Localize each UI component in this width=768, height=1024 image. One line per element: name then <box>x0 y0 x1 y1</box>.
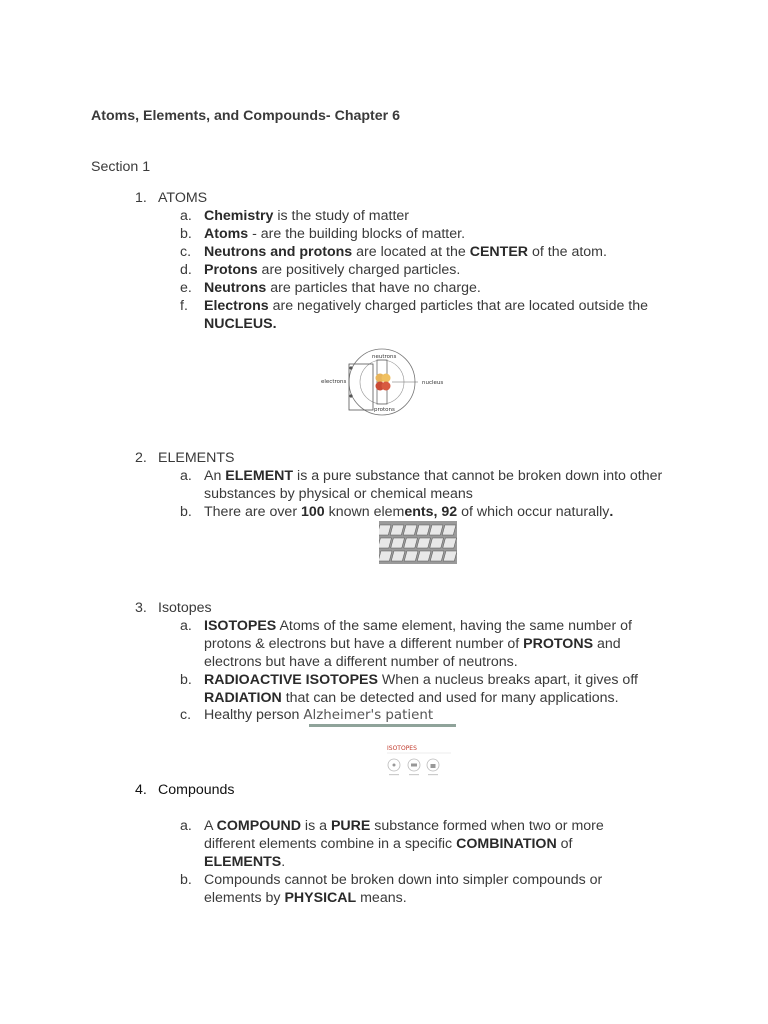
thumbnail-title: ISOTOPES <box>387 745 417 752</box>
list-letter: b. <box>180 672 192 688</box>
list-number: 1. <box>135 190 147 206</box>
item-text: There are over <box>204 504 301 520</box>
heading-atoms <box>135 190 207 206</box>
list-letter: e. <box>180 280 192 296</box>
bold-term: COMBINATION <box>456 835 557 852</box>
bold-term: COMPOUND <box>216 818 301 834</box>
heading-compounds <box>135 782 235 798</box>
heading-isotopes <box>135 600 212 616</box>
item-text: are negatively charged particles that are located outside the <box>268 298 649 314</box>
list-letter: b. <box>180 504 192 520</box>
item-text: Healthy person <box>204 707 304 723</box>
item-text: are located at the <box>352 244 470 260</box>
bold-term: RADIATION <box>204 689 282 706</box>
bold-term: RADIOACTIVE ISOTOPES <box>204 672 378 688</box>
protons-label: protons <box>374 407 395 413</box>
atom-diagram <box>318 346 448 418</box>
heading-text: Isotopes <box>158 600 212 616</box>
item-text: . <box>281 853 286 870</box>
periodic-table-photo <box>379 521 457 564</box>
list-letter: b. <box>180 872 192 888</box>
electrons-label: electrons <box>321 379 347 385</box>
bold-term: Neutrons <box>204 280 267 296</box>
item-text: are particles that have no charge. <box>266 280 481 296</box>
bold-term: Protons <box>204 262 258 278</box>
bold-term: ELEMENTS <box>204 853 282 870</box>
item-text: Atoms of the same element, having the same number of protons & electrons but have a different number of <box>204 618 632 652</box>
heading-text: Compounds <box>158 782 235 798</box>
list-number: 2. <box>135 450 147 466</box>
bold-term: ISOTOPES <box>204 618 277 634</box>
item-text: Compounds cannot be broken down into simpler compounds or elements by <box>204 872 603 906</box>
item-text: - are the building blocks of matter. <box>248 226 466 242</box>
item-text: When a nucleus breaks apart, it gives off <box>377 672 638 688</box>
isotopes-thumbnail <box>383 740 455 780</box>
item-text: is the study of matter <box>273 208 410 224</box>
bold-term: 100 <box>301 504 325 520</box>
heading-elements <box>135 450 234 466</box>
nucleus-label: nucleus <box>422 380 444 386</box>
alzheimers-label: Alzheimer's patient <box>303 708 434 723</box>
item-text: of <box>556 835 573 852</box>
item-text: of which occur naturally <box>457 504 610 520</box>
heading-text: ELEMENTS <box>158 450 235 466</box>
list-letter: f. <box>180 298 188 314</box>
bold-term: NUCLEUS. <box>204 315 277 332</box>
list-letter: b. <box>180 226 192 242</box>
bold-term: PROTONS <box>523 635 594 652</box>
item-text: A <box>204 818 217 834</box>
item-text: and electrons but have a different number of neutrons. <box>204 635 621 670</box>
document-title: Atoms, Elements, and Compounds- Chapter 6 <box>91 108 401 124</box>
item-text: are positively charged particles. <box>257 262 461 278</box>
bold-term: Neutrons and protons <box>204 244 353 260</box>
list-letter: a. <box>180 208 192 224</box>
item-text: substance formed when two or more different elements combine in a specific <box>204 818 604 852</box>
bold-term: CENTER <box>469 244 529 260</box>
item-text: is a <box>300 818 331 834</box>
item-text: that can be detected and used for many applications. <box>281 689 619 706</box>
bold-term: . <box>609 504 614 520</box>
bold-term: Chemistry <box>204 208 274 224</box>
bold-term: ents, 92 <box>404 504 458 520</box>
list-number: 3. <box>135 600 147 616</box>
neutrons-label: neutrons <box>372 354 397 360</box>
heading-text: ATOMS <box>158 190 208 206</box>
list-letter: a. <box>180 618 192 634</box>
list-letter: a. <box>180 468 192 484</box>
section-heading: Section 1 <box>91 159 151 175</box>
list-letter: c. <box>180 707 192 723</box>
bold-term: ELEMENT <box>225 468 294 484</box>
item-text: known elem <box>324 504 405 520</box>
list-letter: a. <box>180 818 192 834</box>
list-letter: c. <box>180 244 192 260</box>
bold-term: Electrons <box>204 298 269 314</box>
list-letter: d. <box>180 262 192 278</box>
bold-term: PHYSICAL <box>284 889 357 906</box>
item-text: means. <box>356 889 407 906</box>
divider-rule <box>309 724 456 727</box>
bold-term: PURE <box>330 818 371 834</box>
item-text: is a pure substance that cannot be broken down into other substances by physical or chemical means <box>204 468 663 502</box>
item-text: An <box>204 468 226 484</box>
item-text: of the atom. <box>528 244 607 260</box>
list-number: 4. <box>135 782 147 798</box>
bold-term: Atoms <box>204 226 249 242</box>
